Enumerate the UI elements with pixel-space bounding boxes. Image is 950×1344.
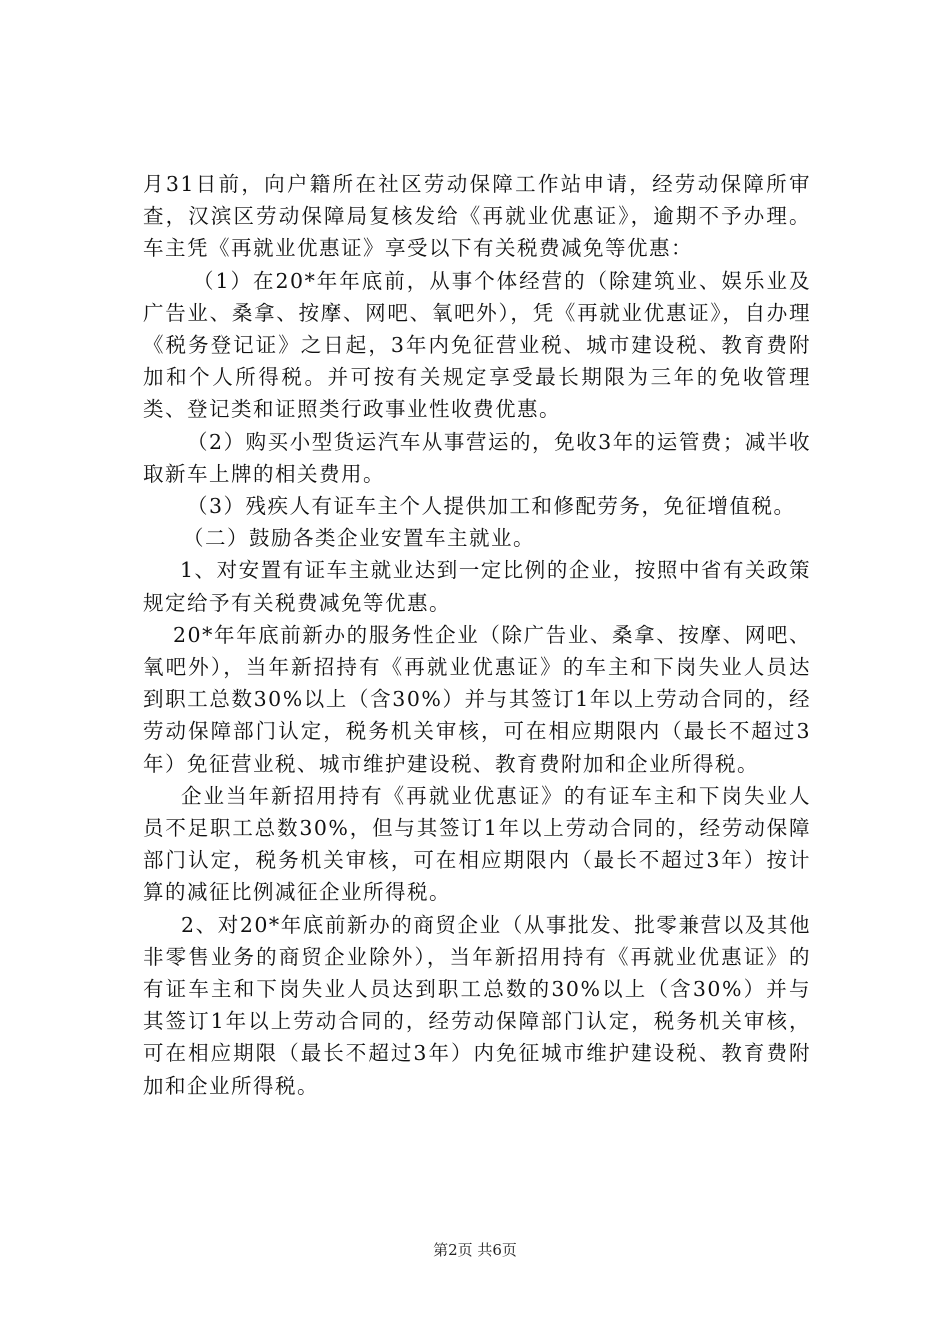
paragraph-item-2: （2）购买小型货运汽车从事营运的，免收3年的运管费；减半收取新车上牌的相关费用。 [143,429,811,486]
section-heading-2: （二）鼓励各类企业安置车主就业。 [183,526,535,551]
paragraph-service-enterprise: 20*年年底前新办的服务性企业（除广告业、桑拿、按摩、网吧、氧吧外），当年新招持有《再就业优惠证》的车主和下岗失业人员达到职工总数30%以上（含30%）并与其签订1年以上劳动合同的，经劳动保障部门认定，税务机关审核，可在相应期限内（最长不超过3年）免征营业税、城市维护建设税、教育费附加和企业所得税。 [143,622,811,776]
document-body [143,168,811,1102]
paragraph-point-2: 2、对20*年底前新办的商贸企业（从事批发、批零兼营以及其他非零售业务的商贸企业除外），当年新招用持有《再就业优惠证》的有证车主和下岗失业人员达到职工总数的30%以上（含30%）并与其签订1年以上劳动合同的，经劳动保障部门认定，税务机关审核，可在相应期限（最长不超过3年）内免征城市维护建设税、教育费附加和企业所得税。 [143,912,811,1098]
paragraph-item-3: （3）残疾人有证车主个人提供加工和修配劳务，免征增值税。 [187,494,796,519]
page-number-footer: 第2页 共6页 [433,1241,517,1259]
paragraph-enterprise-partial: 企业当年新招用持有《再就业优惠证》的有证车主和下岗失业人员不足职工总数30%，但与其签订1年以上劳动合同的，经劳动保障部门认定，税务机关审核，可在相应期限内（最长不超过3年）按计算的减征比例减征企业所得税。 [143,783,811,905]
paragraph-point-1: 1、对安置有证车主就业达到一定比例的企业，按照中省有关政策规定给予有关税费减免等优惠。 [143,558,811,615]
paragraph-continuation: 月31日前，向户籍所在社区劳动保障工作站申请，经劳动保障所审查，汉滨区劳动保障局复核发给《再就业优惠证》，逾期不予办理。车主凭《再就业优惠证》享受以下有关税费减免等优惠： [143,172,811,261]
paragraph-item-1: （1）在20*年年底前，从事个体经营的（除建筑业、娱乐业及广告业、桑拿、按摩、网吧、氧吧外），凭《再就业优惠证》，自办理《税务登记证》之日起，3年内免征营业税、城市建设税、教育费附加和个人所得税。并可按有关规定享受最长期限为三年的免收管理类、登记类和证照类行政事业性收费优惠。 [143,268,811,422]
